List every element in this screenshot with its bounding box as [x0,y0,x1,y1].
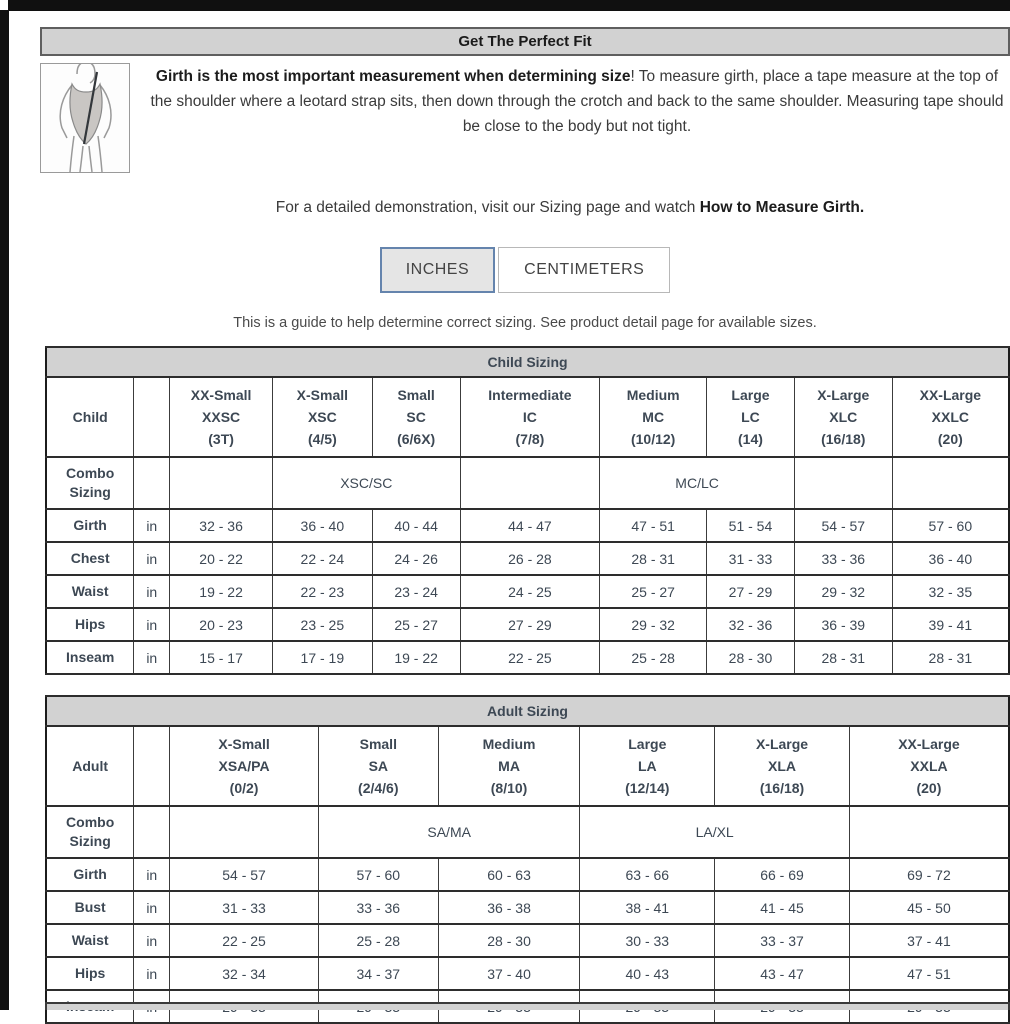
window-top-edge [8,0,1010,11]
sizing-guide-note: This is a guide to help determine correct sizing. See product detail page for available sizes. [233,315,817,331]
size-range-cell: 54 - 57 [170,858,319,891]
size-range-cell: 47 - 51 [849,957,1009,990]
size-column-header-xxlc [892,377,1009,457]
size-range-cell: 20 - 22 [170,542,273,575]
size-col-name: Medium [482,736,536,752]
measurement-label-chest: Chest [46,542,134,575]
size-col-sizes: (4/5) [307,431,337,447]
size-range-cell: 37 - 41 [849,924,1009,957]
size-col-sizes: (6/6X) [397,431,436,447]
measurement-row-inseam [46,641,1009,674]
combo-cell-mc-lc: MC/LC [600,457,795,509]
size-col-name: X-Small [218,736,270,752]
unit-cell: in [134,509,170,542]
combo-cell-empty [849,806,1009,858]
unit-cell: in [134,858,170,891]
size-col-code: LA [637,758,657,774]
size-col-name: X-Large [755,736,809,752]
size-range-cell: 30 - 33 [580,924,715,957]
size-col-code: XXSC [202,409,241,425]
size-col-code: SA [368,758,389,774]
demonstration-prefix: For a detailed demonstration, visit our Sizing page and watch [275,199,700,216]
size-range-cell: 26 - 28 [460,542,600,575]
combo-cell-sa-ma: SA/MA [318,806,580,858]
child-table [45,346,1010,675]
child_table-title: Child Sizing [46,347,1009,377]
size-range-cell: 32 - 35 [892,575,1009,608]
adult-sizing-table [45,695,1010,1024]
size-col-name: Medium [626,387,680,403]
girth-intro-rest: ! To measure girth, place a tape measure at the top of the shoulder where a leotard strap sits, then down through the crotch and back to the same shoulder. Measuring tape should be close to the body but not tight. [150,68,1004,135]
size-col-name: Large [731,387,770,403]
size-col-sizes: (3T) [208,431,234,447]
measurement-row-girth [46,509,1009,542]
combo-cell-empty [794,457,892,509]
size-range-cell: 60 - 63 [438,858,580,891]
unit-cell: in [134,924,170,957]
measurement-label-waist: Waist [46,575,134,608]
centimeters-button[interactable]: CENTIMETERS [498,247,670,293]
size-col-code: XLC [829,409,858,425]
combo-cell-empty [460,457,600,509]
size-col-name: XX-Large [919,387,982,403]
size-range-cell: 36 - 38 [438,891,580,924]
size-range-cell: 19 - 22 [170,575,273,608]
size-range-cell: 22 - 25 [170,924,319,957]
size-col-code: XLA [768,758,797,774]
size-range-cell: 33 - 36 [318,891,438,924]
window-left-edge [0,10,9,1010]
size-range-cell: 25 - 28 [600,641,707,674]
size-range-cell: 25 - 27 [600,575,707,608]
size-col-sizes: (10/12) [630,431,676,447]
size-range-cell: 40 - 43 [580,957,715,990]
unit-cell: in [134,575,170,608]
size-range-cell: 22 - 23 [272,575,372,608]
size-col-name: Large [628,736,667,752]
size-col-sizes: (8/10) [490,780,528,796]
size-column-header-mc [600,377,707,457]
unit-cell: in [134,608,170,641]
size-col-sizes: (2/4/6) [358,780,399,796]
size-column-header-xsa-pa [170,726,319,806]
size-col-name: X-Large [817,387,870,403]
size-column-header-ma [438,726,580,806]
how-to-measure-girth-label: How to Measure Girth. [699,199,865,216]
size-col-sizes: (20) [916,780,942,796]
size-range-cell: 57 - 60 [318,858,438,891]
size-range-cell: 44 - 47 [460,509,600,542]
size-col-code: LC [741,409,760,425]
size-range-cell: 28 - 31 [794,641,892,674]
girth-intro-bold: Girth is the most important measurement when determining size [155,68,631,85]
size-col-code: XSC [307,409,337,425]
size-range-cell: 39 - 41 [892,608,1009,641]
size-column-header-ic [460,377,600,457]
size-col-sizes: (20) [937,431,963,447]
size-range-cell: 28 - 31 [600,542,707,575]
measurement-label-girth: Girth [46,509,134,542]
size-col-sizes: (14) [738,431,763,447]
measurement-label-waist: Waist [46,924,134,957]
adult_table-combo-unit [134,806,170,858]
size-column-header-la [580,726,715,806]
size-range-cell: 36 - 39 [794,608,892,641]
size-range-cell: 24 - 25 [460,575,600,608]
size-range-cell: 63 - 66 [580,858,715,891]
size-range-cell: 31 - 33 [707,542,795,575]
size-range-cell: 38 - 41 [580,891,715,924]
adult_table-row-header: Adult [46,726,134,806]
size-col-code: SC [406,409,426,425]
girth-intro-section [40,63,1010,173]
size-range-cell: 32 - 34 [170,957,319,990]
size-range-cell: 51 - 54 [707,509,795,542]
size-column-header-xla [715,726,850,806]
size-range-cell: 37 - 40 [438,957,580,990]
adult_table-unit-header [134,726,170,806]
size-col-name: XX-Small [190,387,252,403]
size-column-header-lc [707,377,795,457]
size-range-cell: 20 - 23 [170,608,273,641]
page-title: Get The Perfect Fit [40,27,1010,56]
size-col-name: Intermediate [488,387,572,403]
size-range-cell: 43 - 47 [715,957,850,990]
size-range-cell: 29 - 32 [600,608,707,641]
size-range-cell: 22 - 24 [272,542,372,575]
size-column-header-xxla [849,726,1009,806]
child_table-combo-unit [134,457,170,509]
size-range-cell: 25 - 27 [372,608,460,641]
inches-button[interactable]: INCHES [380,247,495,293]
unit-cell: in [134,891,170,924]
unit-cell: in [134,641,170,674]
measurement-label-bust: Bust [46,891,134,924]
adult_table-combo-label: Combo Sizing [46,806,134,858]
size-column-header-xxsc [170,377,273,457]
measurement-row-waist [46,924,1009,957]
child_table-combo-label: Combo Sizing [46,457,134,509]
child_table-unit-header [134,377,170,457]
size-range-cell: 57 - 60 [892,509,1009,542]
size-range-cell: 40 - 44 [372,509,460,542]
size-range-cell: 36 - 40 [272,509,372,542]
size-col-name: Small [359,736,397,752]
size-range-cell: 66 - 69 [715,858,850,891]
size-range-cell: 32 - 36 [170,509,273,542]
measurement-label-hips: Hips [46,608,134,641]
measurement-row-girth [46,858,1009,891]
measurement-label-hips: Hips [46,957,134,990]
combo-cell-xsc-sc: XSC/SC [272,457,460,509]
size-col-code: IC [522,409,537,425]
size-range-cell: 25 - 28 [318,924,438,957]
unit-cell: in [134,957,170,990]
measurement-row-chest [46,542,1009,575]
size-range-cell: 17 - 19 [272,641,372,674]
size-col-sizes: (16/18) [821,431,866,447]
unit-cell: in [134,542,170,575]
size-range-cell: 22 - 25 [460,641,600,674]
combo-cell-empty [892,457,1009,509]
size-col-name: X-Small [296,387,349,403]
size-range-cell: 19 - 22 [372,641,460,674]
size-range-cell: 28 - 31 [892,641,1009,674]
size-range-cell: 31 - 33 [170,891,319,924]
size-range-cell: 34 - 37 [318,957,438,990]
measurement-row-hips [46,608,1009,641]
measurement-label-inseam: Inseam [46,641,134,674]
size-column-header-xlc [794,377,892,457]
unit-toggle-group [40,247,1010,293]
size-range-cell: 32 - 36 [707,608,795,641]
size-range-cell: 23 - 24 [372,575,460,608]
combo-cell-empty [170,457,273,509]
size-col-code: XSA/PA [218,758,270,774]
leotard-figure-image [40,63,130,173]
size-range-cell: 33 - 37 [715,924,850,957]
size-range-cell: 28 - 30 [438,924,580,957]
girth-intro-paragraph [130,63,1010,173]
child_table-row-header: Child [46,377,134,457]
size-col-sizes: (7/8) [515,431,545,447]
size-col-sizes: (16/18) [759,780,805,796]
size-column-header-sc [372,377,460,457]
size-col-code: MC [642,409,665,425]
adult-table [45,695,1010,1024]
size-col-sizes: (0/2) [229,780,259,796]
combo-cell-la-xl: LA/XL [580,806,849,858]
size-range-cell: 33 - 36 [794,542,892,575]
size-range-cell: 29 - 32 [794,575,892,608]
measurement-row-hips [46,957,1009,990]
size-range-cell: 45 - 50 [849,891,1009,924]
size-range-cell: 27 - 29 [707,575,795,608]
size-col-code: XXLA [910,758,948,774]
size-guide-page [40,27,1010,1024]
adult_table-title: Adult Sizing [46,696,1009,726]
size-range-cell: 69 - 72 [849,858,1009,891]
size-range-cell: 47 - 51 [600,509,707,542]
size-range-cell: 54 - 57 [794,509,892,542]
measurement-row-waist [46,575,1009,608]
size-col-code: XXLC [931,409,970,425]
size-col-name: XX-Large [898,736,960,752]
child-sizing-table [45,346,1010,675]
size-range-cell: 36 - 40 [892,542,1009,575]
measurement-row-bust [46,891,1009,924]
size-range-cell: 27 - 29 [460,608,600,641]
size-col-name: Small [397,387,435,403]
size-range-cell: 24 - 26 [372,542,460,575]
size-range-cell: 41 - 45 [715,891,850,924]
size-col-code: MA [498,758,520,774]
size-column-header-xsc [272,377,372,457]
next-section-header-partial [45,1002,1010,1010]
demonstration-line [40,199,1010,217]
measurement-label-girth: Girth [46,858,134,891]
size-range-cell: 28 - 30 [707,641,795,674]
leotard-figure [41,64,129,172]
combo-cell-empty [170,806,319,858]
size-column-header-sa [318,726,438,806]
size-range-cell: 15 - 17 [170,641,273,674]
size-range-cell: 23 - 25 [272,608,372,641]
size-col-sizes: (12/14) [625,780,670,796]
